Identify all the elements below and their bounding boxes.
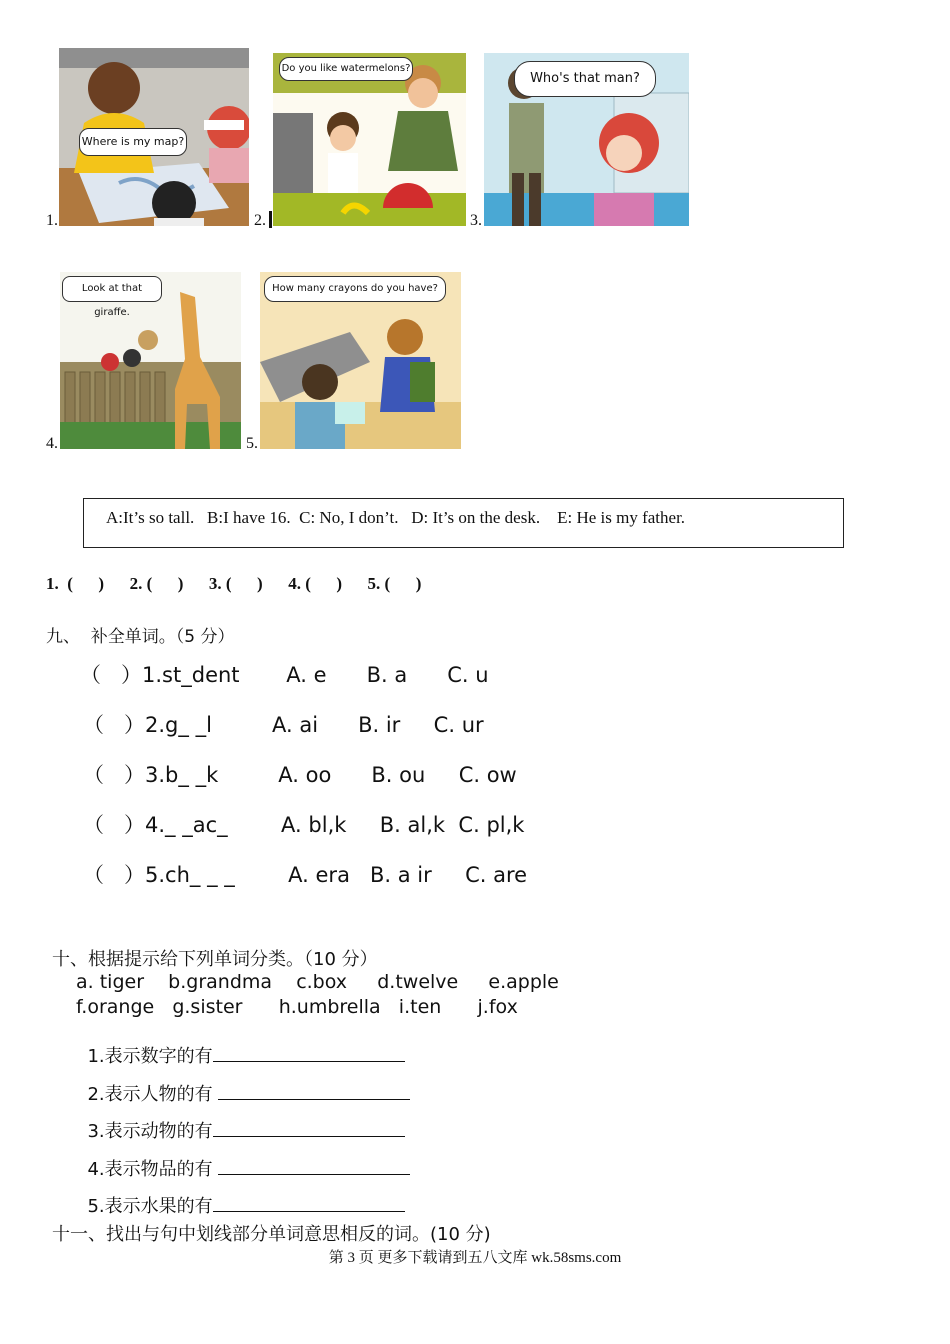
picture-number: 3. bbox=[470, 212, 482, 229]
picture-number: 4. bbox=[46, 435, 58, 452]
section-9-question: （ ）4._ _ac_ A. bl,k B. al,k C. pl,k bbox=[83, 813, 525, 837]
picture-5-crayons bbox=[260, 272, 461, 449]
picture-4-giraffe bbox=[60, 272, 241, 449]
picture-number: 1. bbox=[46, 212, 58, 229]
page-footer: 第 3 页 更多下载请到五八文库 wk.58sms.com bbox=[328, 1250, 622, 1266]
section-10-title: 十、根据提示给下列单词分类。（10 分） bbox=[52, 949, 378, 970]
speech-bubble bbox=[62, 276, 162, 318]
section-9-question: （ ）5.ch_ _ _ A. era B. a ir C. are bbox=[83, 863, 528, 887]
section-9-question: （ ）3.b_ _k A. oo B. ou C. ow bbox=[83, 763, 517, 787]
section-9-question: （ ）2.g_ _l A. ai B. ir C. ur bbox=[83, 713, 484, 737]
picture-1-map bbox=[59, 48, 249, 226]
classify-item bbox=[76, 1171, 405, 1218]
speech-bubble bbox=[279, 57, 413, 81]
word-list-line: a. tiger b.grandma c.box d.twelve e.apple bbox=[76, 971, 559, 993]
bubble-text: How many crayons do you have? bbox=[272, 283, 438, 294]
answer-blanks-row: 1. ( ) 2. ( ) 3. ( ) 4. ( ) 5. ( ) bbox=[46, 574, 422, 593]
speech-bubble bbox=[264, 276, 446, 302]
cursor-mark bbox=[269, 211, 272, 228]
speech-bubble bbox=[514, 61, 656, 97]
classify-label: 1.表示数字的有 bbox=[87, 1046, 213, 1067]
classify-label: 4.表示物品的有 bbox=[87, 1159, 219, 1180]
answer-blank[interactable] bbox=[213, 1193, 405, 1212]
bubble-text: Look at that giraffe. bbox=[81, 283, 143, 318]
classify-label: 5.表示水果的有 bbox=[87, 1196, 213, 1217]
picture-number: 5. bbox=[246, 435, 258, 452]
classify-label: 3.表示动物的有 bbox=[87, 1121, 213, 1142]
picture-2-watermelons bbox=[273, 53, 466, 226]
picture-3-man bbox=[484, 53, 689, 226]
classify-label: 2.表示人物的有 bbox=[87, 1084, 219, 1105]
bubble-text: Where is my map? bbox=[81, 135, 185, 148]
answer-options: A:It’s so tall. B:I have 16. C: No, I don’t. D: It’s on the desk. E: He is my father. bbox=[106, 508, 686, 527]
answer-options-box bbox=[83, 498, 844, 548]
word-list-line: f.orange g.sister h.umbrella i.ten j.fox bbox=[76, 996, 518, 1018]
section-11-title: 十一、找出与句中划线部分单词意思相反的词。(10 分) bbox=[52, 1224, 491, 1245]
speech-bubble bbox=[79, 128, 187, 156]
section-9-title: 九、 补全单词。（5 分） bbox=[46, 627, 235, 647]
section-9-question: （ ）1.st_dent A. e B. a C. u bbox=[80, 663, 489, 687]
bubble-text: Do you like watermelons? bbox=[281, 63, 411, 74]
bubble-text: Who's that man? bbox=[530, 71, 640, 86]
picture-number: 2. bbox=[254, 212, 266, 229]
